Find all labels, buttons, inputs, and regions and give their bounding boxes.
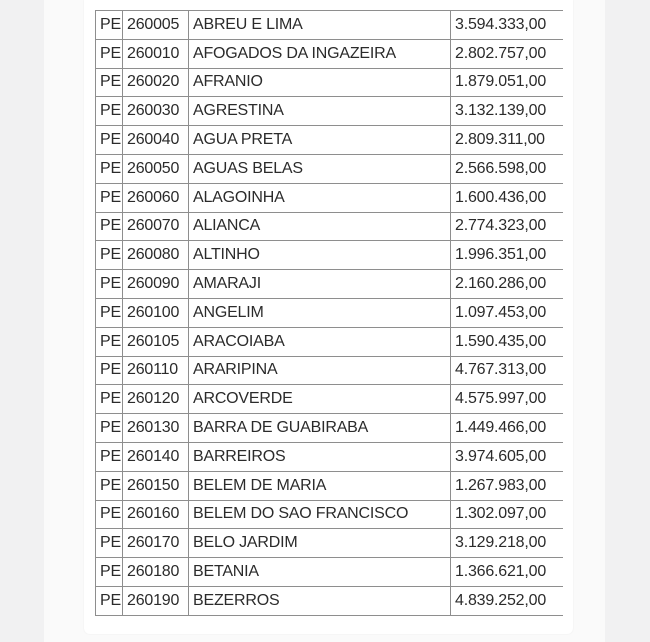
municipality-cell: ARCOVERDE — [189, 385, 451, 414]
code-cell: 260180 — [123, 558, 189, 587]
table-row — [96, 241, 564, 270]
state-cell: PE — [96, 270, 123, 299]
value-cell: 4.839.252,00 — [451, 586, 564, 615]
municipality-cell: ALTINHO — [189, 241, 451, 270]
state-cell: PE — [96, 39, 123, 68]
code-cell: 260040 — [123, 126, 189, 155]
value-cell: 1.267.983,00 — [451, 471, 564, 500]
table-row — [96, 500, 564, 529]
municipality-cell: BARRA DE GUABIRABA — [189, 414, 451, 443]
municipality-cell: AGUA PRETA — [189, 126, 451, 155]
table-row — [96, 154, 564, 183]
table-row — [96, 558, 564, 587]
municipality-cell: ANGELIM — [189, 298, 451, 327]
value-cell: 3.132.139,00 — [451, 97, 564, 126]
value-cell: 3.594.333,00 — [451, 11, 564, 40]
state-cell: PE — [96, 414, 123, 443]
table-row — [96, 39, 564, 68]
state-cell: PE — [96, 212, 123, 241]
municipality-cell: ABREU E LIMA — [189, 11, 451, 40]
value-cell: 1.366.621,00 — [451, 558, 564, 587]
municipality-cell: ALIANCA — [189, 212, 451, 241]
value-cell: 1.449.466,00 — [451, 414, 564, 443]
state-cell: PE — [96, 500, 123, 529]
code-cell: 260170 — [123, 529, 189, 558]
municipality-cell: BETANIA — [189, 558, 451, 587]
state-cell: PE — [96, 298, 123, 327]
table-row — [96, 298, 564, 327]
value-cell: 3.974.605,00 — [451, 442, 564, 471]
municipality-table-container — [95, 10, 563, 622]
value-cell: 2.774.323,00 — [451, 212, 564, 241]
state-cell: PE — [96, 471, 123, 500]
state-cell: PE — [96, 154, 123, 183]
table-row — [96, 529, 564, 558]
code-cell: 260050 — [123, 154, 189, 183]
table-row — [96, 327, 564, 356]
code-cell: 260105 — [123, 327, 189, 356]
value-cell: 4.767.313,00 — [451, 356, 564, 385]
code-cell: 260120 — [123, 385, 189, 414]
table-row — [96, 442, 564, 471]
code-cell: 260130 — [123, 414, 189, 443]
table-row — [96, 126, 564, 155]
state-cell: PE — [96, 97, 123, 126]
municipality-cell: AGRESTINA — [189, 97, 451, 126]
table-row — [96, 68, 564, 97]
code-cell: 260070 — [123, 212, 189, 241]
code-cell: 260140 — [123, 442, 189, 471]
code-cell: 260010 — [123, 39, 189, 68]
value-cell: 1.590.435,00 — [451, 327, 564, 356]
value-cell: 2.802.757,00 — [451, 39, 564, 68]
table-row — [96, 385, 564, 414]
municipality-cell: BELEM DO SAO FRANCISCO — [189, 500, 451, 529]
code-cell: 260150 — [123, 471, 189, 500]
municipality-cell: AFOGADOS DA INGAZEIRA — [189, 39, 451, 68]
municipality-cell: BELO JARDIM — [189, 529, 451, 558]
code-cell: 260100 — [123, 298, 189, 327]
state-cell: PE — [96, 11, 123, 40]
code-cell: 260020 — [123, 68, 189, 97]
code-cell: 260005 — [123, 11, 189, 40]
state-cell: PE — [96, 126, 123, 155]
municipality-cell: BARREIROS — [189, 442, 451, 471]
state-cell: PE — [96, 356, 123, 385]
code-cell: 260030 — [123, 97, 189, 126]
value-cell: 1.302.097,00 — [451, 500, 564, 529]
table-row — [96, 11, 564, 40]
state-cell: PE — [96, 586, 123, 615]
table-row — [96, 356, 564, 385]
municipality-cell: BELEM DE MARIA — [189, 471, 451, 500]
municipality-cell: ARARIPINA — [189, 356, 451, 385]
state-cell: PE — [96, 385, 123, 414]
state-cell: PE — [96, 327, 123, 356]
value-cell: 4.575.997,00 — [451, 385, 564, 414]
state-cell: PE — [96, 241, 123, 270]
table-row — [96, 270, 564, 299]
code-cell: 260080 — [123, 241, 189, 270]
value-cell: 1.996.351,00 — [451, 241, 564, 270]
code-cell: 260160 — [123, 500, 189, 529]
municipality-cell: ALAGOINHA — [189, 183, 451, 212]
value-cell: 1.097.453,00 — [451, 298, 564, 327]
municipality-cell: BEZERROS — [189, 586, 451, 615]
table-row — [96, 471, 564, 500]
code-cell: 260060 — [123, 183, 189, 212]
state-cell: PE — [96, 529, 123, 558]
code-cell: 260190 — [123, 586, 189, 615]
value-cell: 1.600.436,00 — [451, 183, 564, 212]
table-row — [96, 183, 564, 212]
state-cell: PE — [96, 442, 123, 471]
value-cell: 2.160.286,00 — [451, 270, 564, 299]
table-row — [96, 414, 564, 443]
state-cell: PE — [96, 558, 123, 587]
municipality-cell: AMARAJI — [189, 270, 451, 299]
table-row — [96, 586, 564, 615]
value-cell: 2.809.311,00 — [451, 126, 564, 155]
state-cell: PE — [96, 68, 123, 97]
municipality-cell: ARACOIABA — [189, 327, 451, 356]
code-cell: 260110 — [123, 356, 189, 385]
table-row — [96, 97, 564, 126]
municipality-cell: AGUAS BELAS — [189, 154, 451, 183]
municipality-cell: AFRANIO — [189, 68, 451, 97]
code-cell: 260090 — [123, 270, 189, 299]
value-cell: 3.129.218,00 — [451, 529, 564, 558]
municipality-table — [95, 10, 563, 616]
value-cell: 1.879.051,00 — [451, 68, 564, 97]
state-cell: PE — [96, 183, 123, 212]
value-cell: 2.566.598,00 — [451, 154, 564, 183]
table-row — [96, 212, 564, 241]
